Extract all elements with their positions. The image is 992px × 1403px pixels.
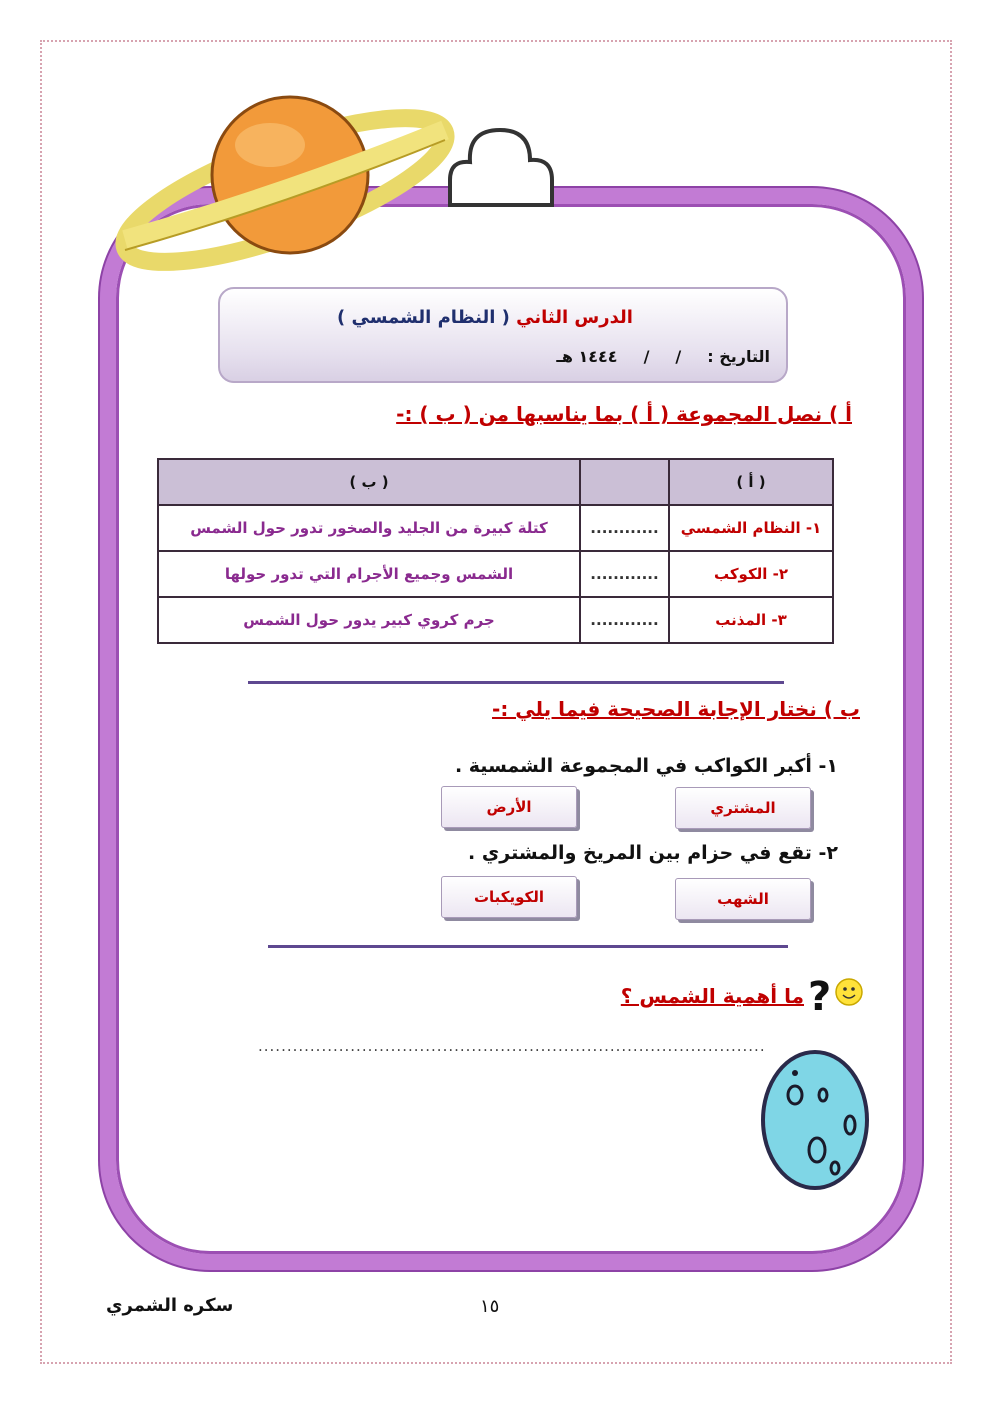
divider-line: [268, 945, 788, 948]
importance-question: ما أهمية الشمس ؟: [620, 984, 804, 1008]
row-b-cell: الشمس وجميع الأجرام التي تدور حولها: [158, 551, 580, 597]
moon-icon: [755, 1045, 875, 1195]
date-line: [556, 347, 770, 366]
answer-line[interactable]: ........................................................................................: [258, 1037, 766, 1055]
answer-blank[interactable]: ............: [580, 597, 669, 643]
choice-button[interactable]: الكويكبات: [441, 876, 577, 918]
svg-text:?: ?: [808, 974, 832, 1014]
date-separator-2: /: [643, 347, 650, 366]
row-b-cell: كتلة كبيرة من الجليد والصخور تدور حول الشمس: [158, 505, 580, 551]
question-2: ٢- تقع في حزام بين المريخ والمشتري .: [468, 842, 838, 864]
col-a-header: ( أ ): [669, 459, 833, 505]
row-b-cell: جرم كروي كبير يدور حول الشمس: [158, 597, 580, 643]
row-a-cell: ٢- الكوكب: [669, 551, 833, 597]
cloud-icon: [440, 120, 560, 210]
answer-blank[interactable]: ............: [580, 505, 669, 551]
divider-line: [248, 681, 784, 684]
section-a-heading: أ ) نصل المجموعة ( أ ) بما يناسبها من ( ب ) :-: [396, 402, 852, 426]
col-b-header: ( ب ): [158, 459, 580, 505]
col-blank-header: [580, 459, 669, 505]
page-number: ١٥: [480, 1296, 500, 1317]
lesson-label: الدرس الثاني: [516, 307, 633, 328]
question-1: ١- أكبر الكواكب في المجموعة الشمسية .: [454, 755, 838, 777]
choice-button[interactable]: المشتري: [675, 787, 811, 829]
choice-button[interactable]: الأرض: [441, 786, 577, 828]
lesson-title: [220, 307, 750, 328]
date-separator-1: /: [675, 347, 682, 366]
choice-button[interactable]: الشهب: [675, 878, 811, 920]
section-b-heading: ب ) نختار الإجابة الصحيحة فيما يلي :-: [492, 697, 860, 721]
row-a-cell: ١- النظام الشمسي: [669, 505, 833, 551]
date-year: ١٤٤٤ هـ: [556, 347, 618, 366]
table-row: [158, 597, 833, 643]
matching-table: [157, 458, 834, 644]
lesson-header-box: [218, 287, 788, 383]
author-name: سكره الشمري: [106, 1295, 234, 1316]
table-row: [158, 505, 833, 551]
saturn-planet-icon: [95, 75, 455, 285]
smiley-question-icon: [806, 972, 864, 1014]
table-row: [158, 551, 833, 597]
date-label: التاريخ :: [707, 347, 770, 366]
table-header-row: [158, 459, 833, 505]
lesson-topic: ( النظام الشمسي ): [337, 307, 510, 328]
answer-blank[interactable]: ............: [580, 551, 669, 597]
row-a-cell: ٣- المذنب: [669, 597, 833, 643]
